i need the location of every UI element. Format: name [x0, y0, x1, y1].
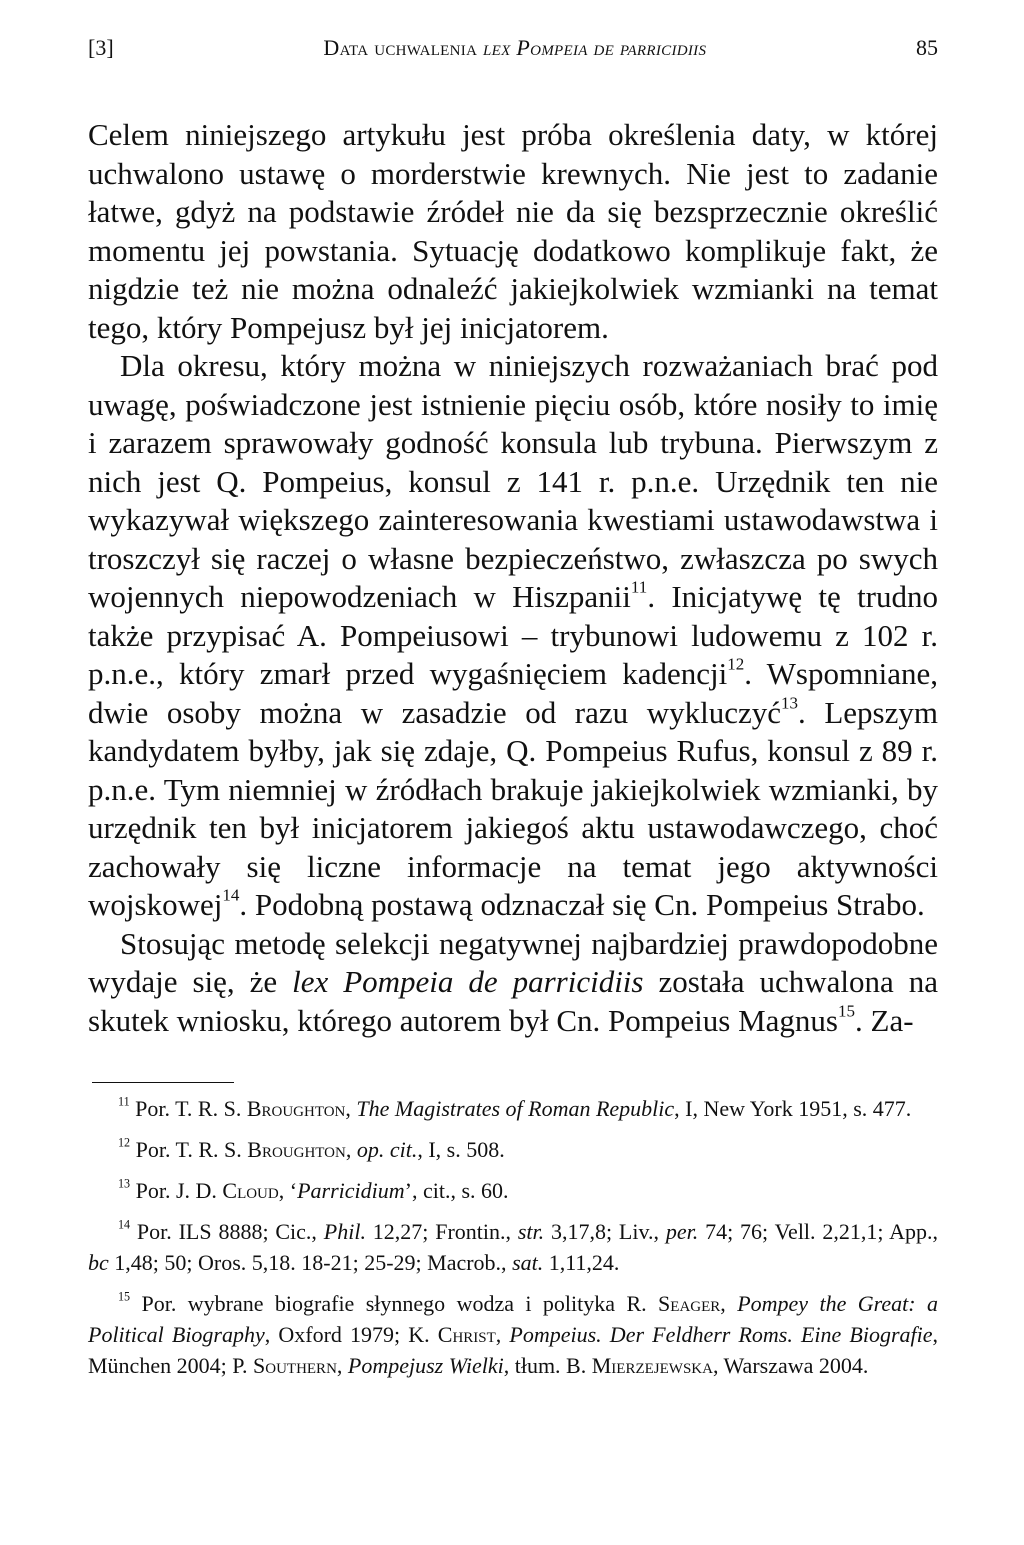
footnote-number: 14 [118, 1217, 131, 1232]
main-text [88, 116, 938, 1040]
page-number: 85 [915, 35, 938, 60]
footnote-title: Pompey the Great: a Political Biography [88, 1291, 939, 1347]
footnote-text: 3,17,8; Liv., [544, 1219, 666, 1244]
paragraph-2 [88, 347, 938, 925]
paragraph-2-text: . Inicjatywę tę trudno także przypisać A. Pompeiusowi – trybunowi ludowemu z 102 r. p.n.e., który zmarł przed wygaśnięciem kadencji [88, 579, 939, 691]
footnote-text: Por. J. D. [130, 1178, 223, 1203]
section-number: [3] [88, 35, 114, 60]
footnote-title: The Magistrates of Roman Republic [356, 1096, 675, 1121]
footnote-text: , [495, 1322, 510, 1347]
running-title-prefix: Data uchwalenia [323, 35, 484, 60]
running-title-italic: lex Pompeia de parricidiis [483, 35, 707, 60]
paragraph-3 [88, 925, 938, 1041]
footnote-ref-14[interactable]: 14 [222, 885, 240, 905]
footnote-title: Parricidium [297, 1178, 405, 1203]
footnote-14 [88, 1216, 938, 1278]
footnote-12 [88, 1134, 938, 1165]
footnote-author: Southern [253, 1353, 337, 1378]
footnote-13 [88, 1175, 938, 1206]
footnote-author: Seager [658, 1291, 721, 1316]
paragraph-3-text: . Za- [855, 1002, 914, 1038]
paragraph-2-text: Dla okresu, który można w niniejszych rozważaniach brać pod uwagę, poświadczone jest istnienie pięciu osób, które nosiły to imię i zarazem sprawowały godność konsula lub trybuna. Pierwszym z nich jest Q. Pompeius, konsul z 141 r. p.n.e. Urzędnik ten nie wykazywał większego zainteresowania kwestiami ustawodawstwa i troszczył się raczej o własne bezpieczeństwo, zwłaszcza po swych wojennych niepowodzeniach w Hiszpanii [88, 348, 938, 614]
footnote-text: ’, cit., s. 60. [404, 1178, 509, 1203]
page [88, 28, 938, 1391]
footnote-ref-11[interactable]: 11 [630, 577, 648, 597]
footnote-italic: sat. [512, 1250, 544, 1275]
footnote-text: Por. ILS 8888; Cic., [130, 1219, 324, 1244]
footnote-separator [92, 1082, 234, 1083]
footnote-number: 11 [118, 1094, 130, 1109]
footnote-text: , Warszawa 2004. [712, 1353, 869, 1378]
footnote-ref-12[interactable]: 12 [727, 654, 745, 674]
footnote-text: 74; 76; Vell. 2,21,1; App., [698, 1219, 938, 1244]
footnote-text: , I, New York 1951, s. 477. [674, 1096, 912, 1121]
footnote-text: , [345, 1137, 357, 1162]
footnote-italic: str. [517, 1219, 545, 1244]
footnote-15 [88, 1288, 938, 1381]
footnote-text: , [336, 1353, 348, 1378]
footnote-author: Broughton [246, 1096, 346, 1121]
footnote-text: 12,27; Frontin., [365, 1219, 518, 1244]
footnote-author: Christ [437, 1322, 496, 1347]
footnote-text: , München 2004; P. [88, 1322, 938, 1378]
footnote-number: 13 [118, 1176, 131, 1191]
footnote-title: op. cit. [356, 1137, 418, 1162]
footnote-text: 1,48; 50; Oros. 5,18. 18-21; 25-29; Macrob., [108, 1250, 513, 1275]
footnotes [88, 1093, 938, 1381]
footnote-text: , I, s. 508. [417, 1137, 505, 1162]
footnote-number: 12 [118, 1135, 131, 1150]
footnote-number: 15 [118, 1289, 131, 1304]
footnote-italic: per. [665, 1219, 699, 1244]
footnote-text: , Oxford 1979; K. [264, 1322, 438, 1347]
footnote-author: Cloud [222, 1178, 279, 1203]
footnote-author: Broughton [247, 1137, 346, 1162]
running-head [88, 28, 938, 68]
paragraph-3-text: Stosując metodę selekcji negatywnej najbardziej prawdopodobne wydaje się, że [88, 925, 938, 999]
paragraph-3-text: została uchwalona na skutek wniosku, którego autorem był Cn. Pompeius Magnus [88, 964, 938, 1038]
running-title [323, 28, 706, 68]
footnote-author: Mierzejewska [591, 1353, 713, 1378]
footnote-italic: Phil. [323, 1219, 366, 1244]
paragraph-2-text: . Podobną postawą odznaczał się Cn. Pompeius Strabo. [239, 887, 925, 922]
footnote-text: , ‘ [278, 1178, 298, 1203]
paragraph-3-italic: lex Pompeia de parricidiis [292, 964, 644, 999]
footnote-ref-13[interactable]: 13 [781, 693, 799, 713]
footnote-text: , [720, 1291, 738, 1316]
paragraph-2-text: . Lepszym kandydatem byłby, jak się zdaje, Q. Pompeius Rufus, konsul z 89 r. p.n.e. Tym niemniej w źródłach brakuje jakiejkolwiek wzmianki, by urzędnik ten był inicjatorem jakiegoś aktu ustawodawczego, choć zachowały się liczne informacje na temat jego aktywności wojskowej [88, 694, 938, 922]
footnote-text: Por. wybrane biografie słynnego wodza i polityka R. [130, 1291, 659, 1316]
footnote-text: Por. T. R. S. [129, 1096, 247, 1121]
footnote-text: , [345, 1096, 357, 1121]
footnote-italic: bc [88, 1250, 109, 1275]
footnote-text: , tłum. B. [503, 1353, 592, 1378]
footnote-text: Por. T. R. S. [130, 1137, 248, 1162]
footnote-ref-15[interactable]: 15 [837, 1001, 856, 1021]
footnote-text: 1,11,24. [543, 1250, 620, 1275]
footnote-11 [88, 1093, 938, 1124]
footnote-title: Pompeius. Der Feldherr Roms. Eine Biografie [509, 1322, 933, 1347]
paragraph-1: Celem niniejszego artykułu jest próba określenia daty, w której uchwalono ustawę o morderstwie krewnych. Nie jest to zadanie łatwe, gdyż na podstawie źródeł nie da się bezsprzecznie określić momentu jej powstania. Sytuację dodatkowo komplikuje fakt, że nigdzie też nie można odnaleźć jakiejkolwiek wzmianki na temat tego, który Pompejusz był jej inicjatorem. [88, 117, 938, 345]
footnote-title: Pompejusz Wielki [347, 1353, 504, 1378]
paragraph-2-text: . Wspomniane, dwie osoby można w zasadzie od razu wykluczyć [88, 656, 938, 730]
